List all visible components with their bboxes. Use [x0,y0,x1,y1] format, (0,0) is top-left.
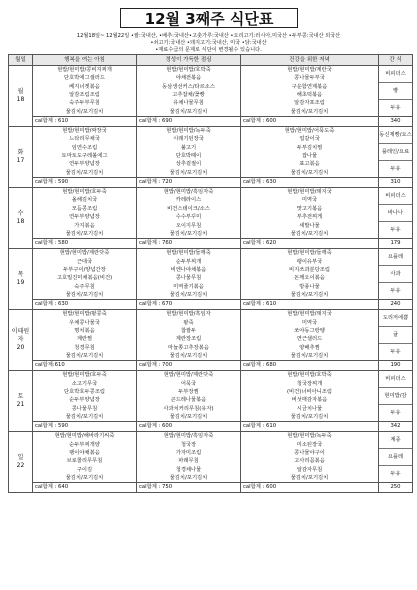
menu-item: 청경채나물 [175,466,202,473]
menu-item: 숙주두부무침 [69,100,100,107]
menu-item: 현밥/현미밥/짜장국 [62,128,107,135]
calorie-total: 310 [379,178,413,188]
day-label [9,371,33,432]
menu-item: 물김치/포기김치 [290,169,329,176]
menu-item: 물김치/포기김치 [290,475,329,482]
menu-item: 비건스테이크/소스 [167,205,210,212]
dinner-cell [241,432,379,483]
calorie-total: cal합계 : 580 [33,239,137,249]
menu-item: 야채전볶음 [175,75,202,82]
calorie-total: cal합계 : 590 [33,422,137,432]
calorie-total: cal합계 : 610 [241,300,379,310]
menu-item: 구이김 [76,466,93,473]
calorie-row [9,178,413,188]
menu-item: 물김치/포기김치 [65,352,104,359]
snack-cell [379,127,413,178]
menu-item: 물김치/포기김치 [65,291,104,298]
calorie-row [9,483,413,493]
menu-item: 가자미조림 [175,450,202,457]
menu-item: 현밥/현미밥/돼지국 [287,311,332,318]
menu-item: 비지쓰과분당조림 [289,266,330,273]
day-label-line: 이태원 [11,327,30,335]
menu-item: 현밥/현미밥/돼지국 [287,189,332,196]
menu-item: 시금치나물 [296,405,323,412]
calorie-total: 240 [379,300,413,310]
calorie-total: cal합계 : 590 [33,178,137,188]
menu-item: 비엔나야채볶음 [170,266,207,273]
dinner-cell [241,66,379,117]
lunch-cell [137,432,241,483]
menu-item: 찹쌀두 [180,327,197,334]
menu-item: 현밥/현미밥/흑임자죽 [163,433,214,440]
menu-item: 순두부찌개양 [69,441,100,448]
menu-item: 부추전찌게 [296,214,323,221]
calorie-total: cal합계 : 630 [241,178,379,188]
menu-item: 물김치/포기김치 [290,108,329,115]
menu-item: 해초떡볶음 [296,92,323,99]
lunch-cell [137,249,241,300]
menu-item: 카레라이스 [175,197,202,204]
dinner-cell [241,249,379,300]
menu-item: 두부장찜 [178,389,199,395]
snack-item: 두유 [390,227,401,234]
menu-item: 물김치/포기김치 [65,230,104,237]
snack-cell [379,432,413,483]
menu-item: 브로콜리무무침 [66,458,103,465]
menu-item: 연근샐러드 [296,336,323,343]
menu-item: 알감조림조림 [69,92,100,99]
menu-item: 물김치/포기김치 [65,475,104,482]
menu-item: 연두부양념장 [69,161,100,168]
menu-item: 현밥/현미밥/어묵도죽 [284,128,335,135]
menu-item: 물김치/포기김치 [290,352,329,359]
snack-cell [379,371,413,422]
day-row [9,310,413,361]
menu-item: 오이지무침 [175,222,202,229]
menu-item: 구운함연제볶음 [291,83,328,90]
menu-item: 물김치/포기김치 [290,414,329,421]
calorie-total: cal합계 : 760 [137,239,241,249]
menu-item: 현밥/현미밥/들깨죽 [287,250,332,257]
menu-item: 현밥/현미밥/녹두죽 [287,433,332,440]
menu-item: 청국장 [180,441,197,448]
calorie-total: cal합계:610 [33,361,137,371]
calorie-row [9,300,413,310]
menu-item: 근대국 [76,258,93,265]
menu-item: 느타리무채국 [69,136,100,143]
menu-item: 맛고기볶음 [296,205,323,212]
menu-item: 사과치커리무침(유자) [163,405,214,412]
day-label [9,188,33,249]
menu-item: 돈깨오이볶음 [294,275,325,282]
menu-item: 잡나물 [301,153,318,160]
menu-item: 현밥/현미밥/콩비지찌개 [57,67,112,73]
menu-item: 어묵국 [180,380,197,387]
menu-item: 모듬콩조림 [71,205,98,212]
menu-item: (비건)너비아니조림 [286,389,333,395]
day-label-line: 일 [17,454,24,462]
menu-item: 얼갈이국 [299,136,320,143]
menu-item: 미역줄기볶음 [173,283,204,290]
snack-cell [379,310,413,361]
menu-item: 임연수조림 [71,144,98,151]
menu-item: 물김치/포기김치 [290,291,329,298]
calorie-total: 179 [379,239,413,249]
menu-item: 표고볶음 [299,161,320,168]
day-label-line: 17 [16,157,25,165]
day-label-line: 목 [17,270,24,278]
day-label-line: 화 [17,148,24,156]
menu-item: 물김치/포기김치 [290,230,329,237]
calorie-total: cal합계 : 670 [137,300,241,310]
day-label [9,127,33,188]
calorie-total: cal합계 : 720 [137,178,241,188]
menu-item: 불고기 [180,144,197,151]
dinner-cell [241,371,379,422]
snack-item: 비피더스 [379,188,412,205]
calorie-total: cal합계 : 610 [33,117,137,127]
menu-item: 알감자포조림 [294,100,325,107]
day-label-line: 자 [17,336,24,344]
menu-item: 청국장찌개 [296,380,323,387]
menu-item: 시래기된장국 [173,136,204,143]
menu-item: 현밥/현미밥/흑임자죽 [163,189,214,196]
day-label-line: 수 [17,209,24,217]
day-label-line: 월 [17,87,24,95]
menu-item: 현밥/현미밥/녹두죽 [166,128,211,135]
menu-item: 숙주무침 [74,283,95,290]
snack-item: 바나나 [379,205,412,222]
menu-item: 소고기무국 [71,380,98,387]
menu-item: 현밥/현미밥/팥콩죽 [62,311,107,318]
snack-item: 귤 [379,327,412,344]
dinner-cell [241,127,379,178]
day-row [9,371,413,422]
calorie-total: 340 [379,117,413,127]
menu-item: 고사리꼼볶음 [294,458,325,465]
menu-item: 미역국 [301,319,318,326]
day-row [9,188,413,239]
menu-item: 파래무침 [178,458,199,465]
calorie-total: 342 [379,422,413,432]
menu-item: 현밥/현미밥/호박죽 [166,67,211,73]
origin-note-1: 12월18일~ 12월22일 •쌀:국내산, •배추:국내산•고춧가루:국내산 •오리고기:러시아,미국산 •두부콩:국내산 외국산 [76,33,341,39]
menu-item: 물김치/포기김치 [169,414,208,421]
calorie-total: cal합계 : 690 [137,117,241,127]
menu-item: 유채나물무침 [173,100,204,107]
menu-item: 팽이유부국 [296,258,323,265]
menu-item: 물김치/포기김치 [65,414,104,421]
calorie-total: cal합계 : 600 [241,117,379,127]
day-row [9,66,413,117]
snack-item: 동신제빵/요스 [379,127,412,144]
day-row [9,249,413,300]
snack-item: 두유 [390,471,401,478]
menu-table [8,54,413,493]
page-title: 12월 3째주 식단표 [120,8,298,28]
menu-item: 계란장조림 [175,336,202,343]
header-row [9,55,413,66]
lunch-cell [137,371,241,422]
day-label [9,249,33,310]
menu-item: 세발나물 [299,222,320,229]
menu-item: 순두부찌개 [175,258,202,265]
menu-item: 토마토도구레볼에그 [61,153,108,160]
menu-item: 마늘쫑고추장볶음 [168,344,209,351]
menu-item: 팥죽 [183,319,194,326]
calorie-total: cal합계 : 600 [137,422,241,432]
menu-item: 동삼생선커스/타르소스 [162,83,215,90]
menu-item: 물김치/포기김치 [65,169,104,176]
day-label [9,310,33,371]
breakfast-cell [33,310,137,361]
menu-item: 양배추찜 [299,344,320,351]
header-lunch: 정성이 가득한 점심 [137,55,241,66]
menu-item: 콩나물무침 [71,405,98,412]
snack-item: 요플레 [379,449,412,466]
day-label-line: 20 [16,344,25,352]
calorie-row [9,239,413,249]
menu-item: 두부김치찜 [296,144,323,151]
snack-cell [379,66,413,117]
day-label-line: 21 [16,401,25,409]
menu-item: 팽이야채볶음 [69,450,100,457]
menu-item: 현밥/현미밥/호두죽 [62,189,107,196]
menu-item: 수수부꾸미 [175,214,202,221]
breakfast-cell [33,127,137,178]
day-label-line: 18 [16,96,25,104]
snack-item: 도리저에쁨 [379,310,412,327]
calorie-total: cal합계 : 610 [241,422,379,432]
menu-item: 콩나물무침 [175,275,202,282]
snack-item: 플레인/요료 [379,144,412,161]
menu-item: 물김치/포기김치 [169,230,208,237]
menu-item: 현밥/현미밥/호두죽 [62,372,107,379]
snack-item: 두유 [390,410,401,417]
snack-cell [379,249,413,300]
lunch-cell [137,188,241,239]
menu-item: 현밥/현미밥/계란닷죽 [163,372,214,379]
menu-item: 현밥/현미밥/계란국 [287,67,332,73]
snack-item: 비피더스 [379,371,412,388]
menu-item: 두부구이/양념간장 [63,266,106,273]
calorie-total: cal합계 : 700 [137,361,241,371]
snack-item: 사과 [379,266,412,283]
breakfast-cell [33,188,137,239]
breakfast-cell [33,249,137,300]
menu-item: 청경무침 [74,344,95,351]
calorie-row [9,422,413,432]
menu-item: 단호박떼이 [175,153,202,160]
menu-item: 현밥/현미밥/호박죽 [287,372,332,379]
menu-item: 물김치/포기김치 [169,169,208,176]
snack-item: 계종 [379,432,412,449]
menu-item: 단호박에그샐러드 [64,75,105,82]
calorie-total: cal합계 : 620 [241,239,379,249]
day-label-line: 토 [17,393,24,400]
menu-item: 우채콩나물국 [69,319,100,326]
menu-item: 현밥/현미밥/해바라기씨죽 [54,433,115,440]
day-label-line: 19 [16,279,25,287]
snack-item: 비피더스 [379,66,412,83]
menu-item: 단호박호두콩조림 [64,389,105,395]
menu-item: 현밥/현미밥/흑임자 [166,311,211,318]
menu-item: 알감자무침 [296,466,323,473]
menu-item: 곤드레나물볶음 [170,397,207,404]
day-label [9,432,33,493]
snack-item: 요플레 [379,249,412,266]
menu-item: 올해김치국 [71,197,98,204]
menu-item: 연두부양념장 [69,214,100,221]
menu-item: 미소된장국 [296,441,323,448]
lunch-cell [137,310,241,361]
breakfast-cell [33,66,137,117]
header-snack: 간 식 [379,55,413,66]
snack-item: 두유 [390,288,401,295]
snack-item: 두유 [390,166,401,173]
menu-item: 콩나물야구이 [294,450,325,457]
menu-item: 쏘야동그랑땡 [294,327,325,334]
menu-item: 물김치/포기김치 [169,352,208,359]
header-date: 월일 [9,55,33,66]
menu-item: 베지너겟볶음 [69,83,100,90]
calorie-total: cal합계 : 630 [33,300,137,310]
calorie-total: cal합계 : 640 [33,483,137,493]
calorie-row [9,361,413,371]
snack-item: 두유 [390,105,401,112]
menu-item: 현밥/현미밥/계란닷죽 [59,250,110,257]
menu-item: 버섯매감자볶음 [291,397,328,404]
header-dinner: 건강을 위한 저녁 [241,55,379,66]
menu-item: 상추겉절이 [175,161,202,168]
day-label-line: 22 [16,462,25,470]
menu-item: 방풍나물 [299,283,320,290]
origin-note-2: •쇠고기:국내산 •돼지고기:국내산, 미국 •닭:국내산 [150,40,267,46]
menu-item: 물김치/포기김치 [65,108,104,115]
lunch-cell [137,66,241,117]
snack-item: 빵 [379,83,412,100]
origin-note-3: •재료수급의 문제로 식단이 변경될수 있습니다. [155,47,262,53]
menu-item: 물김치/포기김치 [169,291,208,298]
menu-item: 미역국 [301,197,318,204]
dinner-cell [241,188,379,239]
calorie-total: cal합계 : 600 [241,483,379,493]
lunch-cell [137,127,241,178]
calorie-total: 190 [379,361,413,371]
day-row [9,432,413,483]
menu-body [9,66,413,493]
menu-item: 순두부양념장 [69,397,100,404]
dinner-cell [241,310,379,361]
day-row [9,127,413,178]
calorie-total: cal합계 : 750 [137,483,241,493]
menu-item: 물김치/포기김치 [169,475,208,482]
calorie-total: cal합계 : 680 [241,361,379,371]
snack-cell [379,188,413,239]
snack-item: 두유 [390,349,401,356]
menu-item: 현밥/현미밥/들깨죽 [166,250,211,257]
menu-item: 계란찜 [76,336,93,343]
day-label [9,66,33,127]
calorie-total: 250 [379,483,413,493]
menu-item: 명치볶음 [74,327,95,334]
menu-item: 물김치/포기김치 [169,108,208,115]
day-label-line: 18 [16,218,25,226]
breakfast-cell [33,371,137,422]
breakfast-cell [33,432,137,483]
menu-item: 콩나물두부국 [294,75,325,82]
header-breakfast: 행복을 여는 아침 [33,55,137,66]
snack-item: 현미밥/감 [379,388,412,405]
menu-item: 가지볶음 [74,222,95,229]
menu-item: 고호밀진미채볶음(비건) [56,275,113,282]
calorie-row [9,117,413,127]
menu-item: 고추잡채/꽃빵 [172,92,205,99]
